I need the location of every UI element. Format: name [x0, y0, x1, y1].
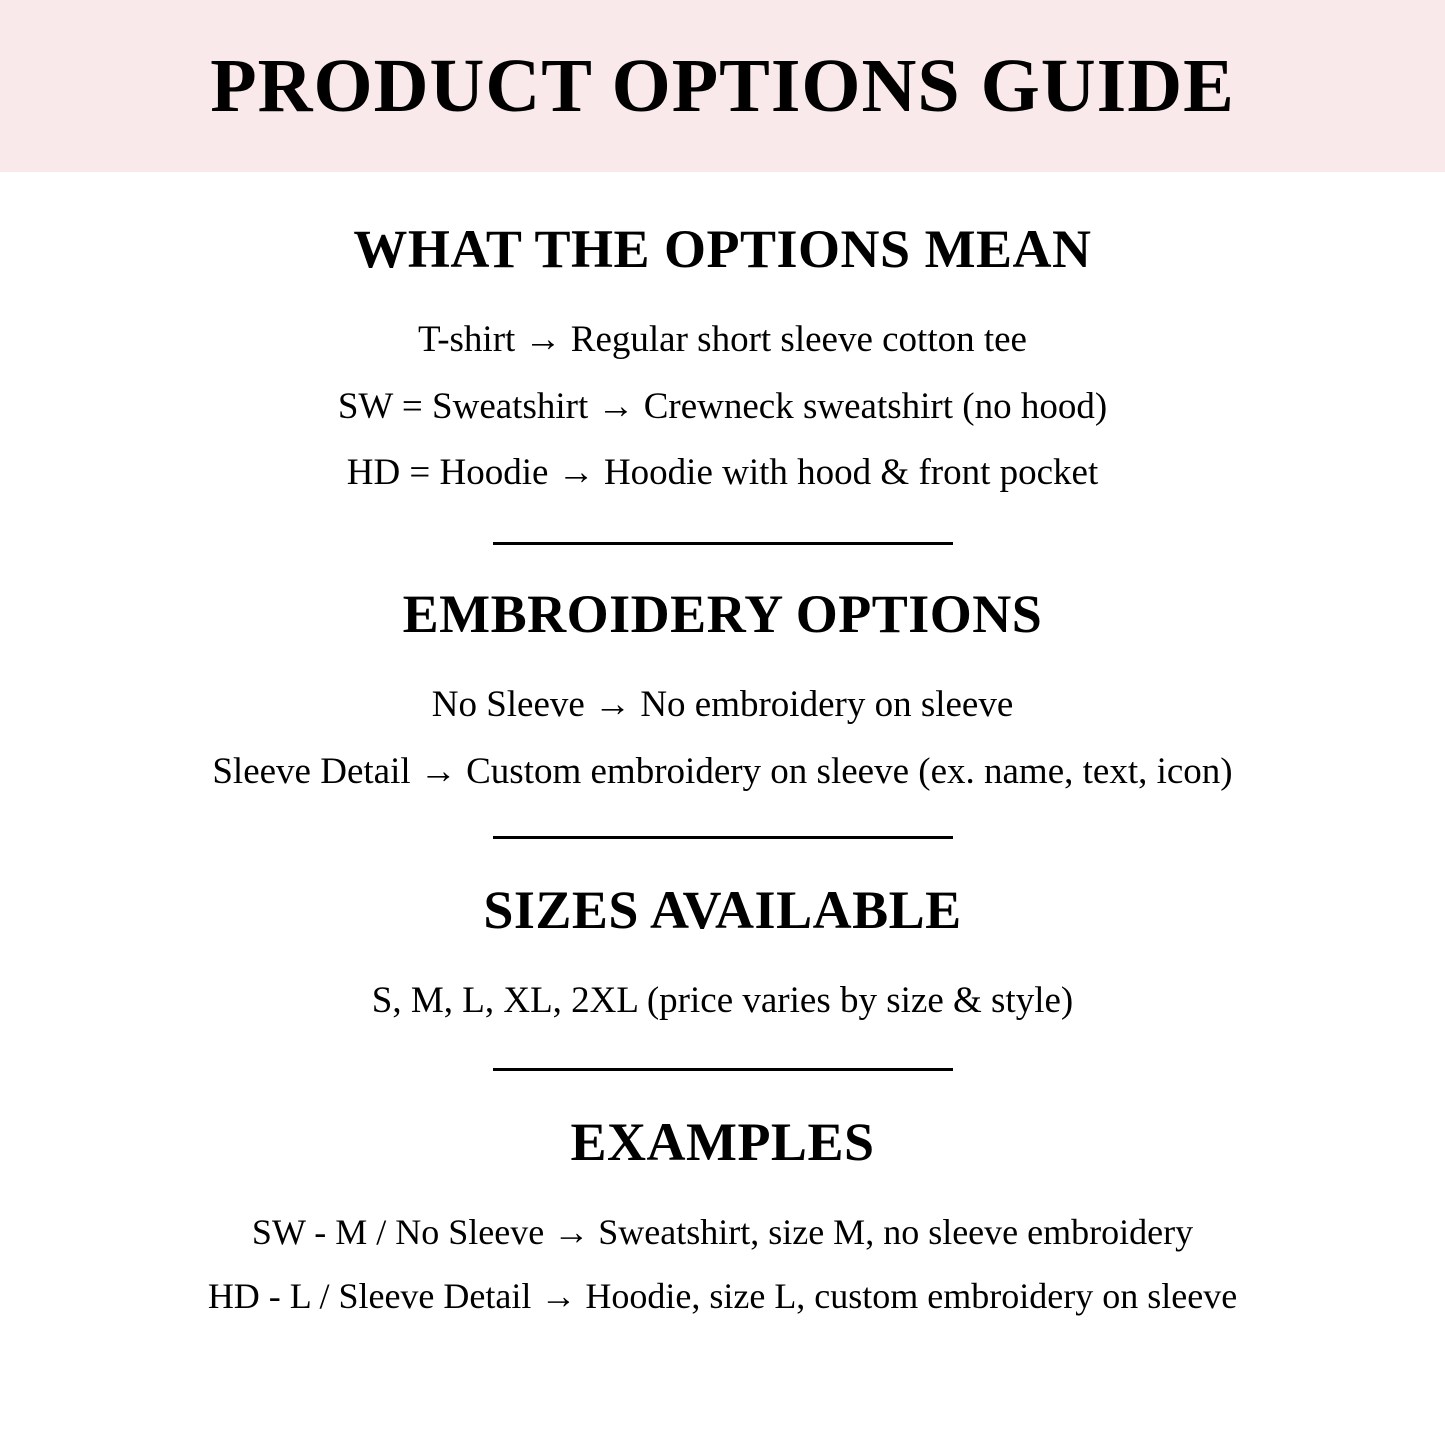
sizes-line: S, M, L, XL, 2XL (price varies by size & style)	[371, 980, 1074, 1022]
example-line-hoodie: HD - L / Sleeve Detail → Hoodie, size L, custom embroidery on sleeve	[207, 1275, 1238, 1316]
embroidery-line-sleeve-detail: Sleeve Detail → Custom embroidery on sleeve (ex. name, text, icon)	[212, 750, 1233, 792]
section-title: EMBROIDERY OPTIONS	[402, 584, 1043, 645]
guide-content	[0, 172, 1445, 1445]
section-what-the-options-mean	[30, 172, 1415, 494]
section-sizes-available	[30, 839, 1415, 1022]
section-examples	[30, 1071, 1415, 1316]
section-title: SIZES AVAILABLE	[483, 880, 962, 941]
example-line-sweatshirt: SW - M / No Sleeve → Sweatshirt, size M, no sleeve embroidery	[251, 1212, 1194, 1253]
page-title: PRODUCT OPTIONS GUIDE	[210, 44, 1235, 128]
section-title: EXAMPLES	[570, 1112, 875, 1173]
option-line-sweatshirt: SW = Sweatshirt → Crewneck sweatshirt (no hood)	[337, 385, 1108, 427]
option-line-hoodie: HD = Hoodie → Hoodie with hood & front pocket	[346, 452, 1099, 494]
embroidery-line-no-sleeve: No Sleeve → No embroidery on sleeve	[431, 684, 1014, 726]
section-embroidery-options	[30, 545, 1415, 792]
option-line-tshirt: T-shirt → Regular short sleeve cotton tee	[418, 319, 1027, 360]
header-banner	[0, 0, 1445, 172]
section-title: WHAT THE OPTIONS MEAN	[353, 219, 1092, 279]
